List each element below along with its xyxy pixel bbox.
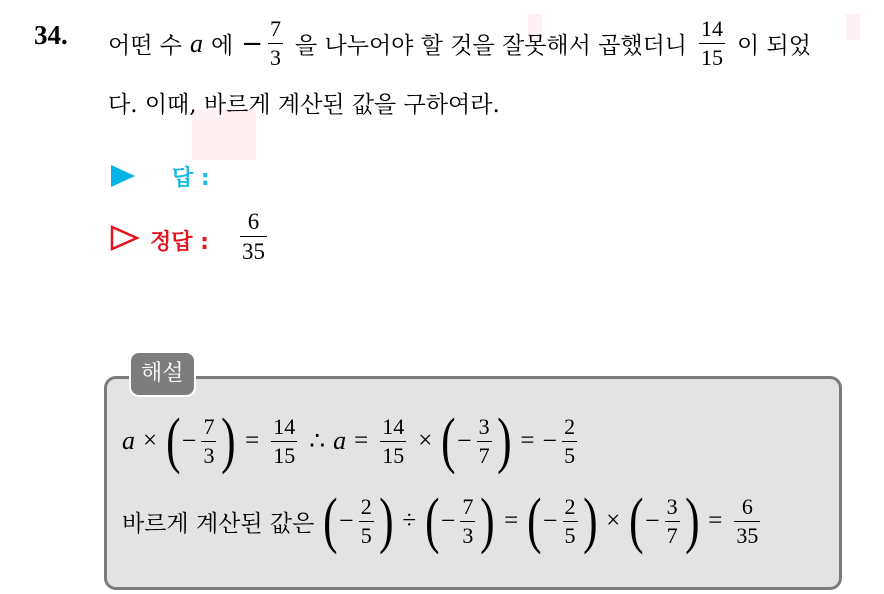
question-text: 을 나누어야 할 것을 잘못해서 곱했더니 <box>294 33 688 59</box>
numerator: 7 <box>269 16 281 41</box>
fraction <box>734 493 760 548</box>
question-text: 어떤 수 <box>108 33 182 59</box>
equals-sign: = <box>245 427 260 454</box>
times-sign: × <box>418 427 433 454</box>
times-sign: × <box>606 507 621 534</box>
denominator: 15 <box>273 442 296 468</box>
right-paren: ) <box>480 487 495 555</box>
denominator: 15 <box>701 45 724 70</box>
left-paren: ( <box>527 487 542 555</box>
solution-text: 바르게 계산된 값은 <box>122 510 315 537</box>
denominator: 35 <box>736 522 759 548</box>
denominator: 7 <box>478 442 490 468</box>
fraction <box>201 413 216 468</box>
numerator: 3 <box>666 493 678 519</box>
right-paren: ) <box>221 407 236 475</box>
right-paren: ) <box>684 487 700 555</box>
numerator: 6 <box>247 209 260 234</box>
numerator: 14 <box>382 413 405 439</box>
fraction <box>665 493 680 548</box>
fraction <box>359 493 374 548</box>
numerator: 2 <box>564 413 576 439</box>
denominator: 15 <box>382 442 405 468</box>
denominator: 5 <box>360 522 372 548</box>
minus-sign: − <box>456 426 472 455</box>
right-paren: ) <box>496 407 512 475</box>
fraction <box>563 493 578 548</box>
correct-answer-fraction <box>240 210 267 263</box>
denominator: 7 <box>666 522 678 548</box>
minus-sign: − <box>542 426 558 455</box>
fraction <box>562 413 577 468</box>
play-arrow-icon <box>111 165 135 187</box>
outline-arrow-icon <box>110 225 140 255</box>
numerator: 2 <box>564 493 576 519</box>
fraction <box>271 413 297 468</box>
denominator: 3 <box>269 45 281 70</box>
variable-a: a <box>122 426 135 455</box>
denominator: 3 <box>203 442 215 468</box>
left-paren: ( <box>629 487 644 555</box>
minus-sign: − <box>644 506 660 535</box>
equals-sign: = <box>354 427 369 454</box>
solution-equation-2 <box>122 487 764 555</box>
left-paren: ( <box>166 407 181 475</box>
solution-equation-1 <box>122 407 581 475</box>
variable-a: a <box>189 28 203 58</box>
fraction <box>699 18 725 69</box>
denominator: 35 <box>240 236 267 263</box>
times-sign: × <box>143 427 158 454</box>
numerator: 3 <box>478 413 490 439</box>
minus-sign: − <box>440 506 456 535</box>
left-paren: ( <box>323 487 338 555</box>
question-number: 34. <box>34 20 68 50</box>
fraction <box>380 413 406 468</box>
numerator: 7 <box>462 493 474 519</box>
fraction <box>268 18 283 69</box>
right-paren: ) <box>582 487 598 555</box>
variable-a: a <box>333 426 347 455</box>
left-paren: ( <box>425 487 440 555</box>
numerator: 7 <box>203 413 215 439</box>
minus-sign: − <box>181 426 197 455</box>
equals-sign: = <box>708 507 723 534</box>
equals-sign: = <box>520 427 535 454</box>
question-text: 에 <box>210 33 234 59</box>
minus-sign: − <box>241 28 263 59</box>
solution-box <box>104 376 842 590</box>
answer-label: 답 : <box>172 166 210 191</box>
left-paren: ( <box>441 407 456 475</box>
question-line-1 <box>108 18 811 69</box>
minus-sign: − <box>339 506 354 535</box>
denominator: 5 <box>564 442 576 468</box>
background-artifact <box>846 14 860 40</box>
therefore-sign: ∴ <box>309 428 326 455</box>
fraction <box>460 493 475 548</box>
denominator: 3 <box>462 522 474 548</box>
denominator: 5 <box>564 522 576 548</box>
minus-sign: − <box>542 506 558 535</box>
right-paren: ) <box>378 487 394 555</box>
question-line-2: 다. 이때, 바르게 계산된 값을 구하여라. <box>108 92 500 118</box>
fraction <box>477 413 492 468</box>
numerator: 14 <box>701 16 724 41</box>
equals-sign: = <box>504 507 519 534</box>
question-text: 이 되었 <box>737 33 811 59</box>
numerator: 2 <box>360 493 372 519</box>
solution-tab: 해설 <box>129 351 196 397</box>
divide-sign: ÷ <box>402 507 417 534</box>
correct-answer-label: 정답 : <box>150 230 209 255</box>
numerator: 14 <box>273 413 296 439</box>
numerator: 6 <box>741 493 753 519</box>
